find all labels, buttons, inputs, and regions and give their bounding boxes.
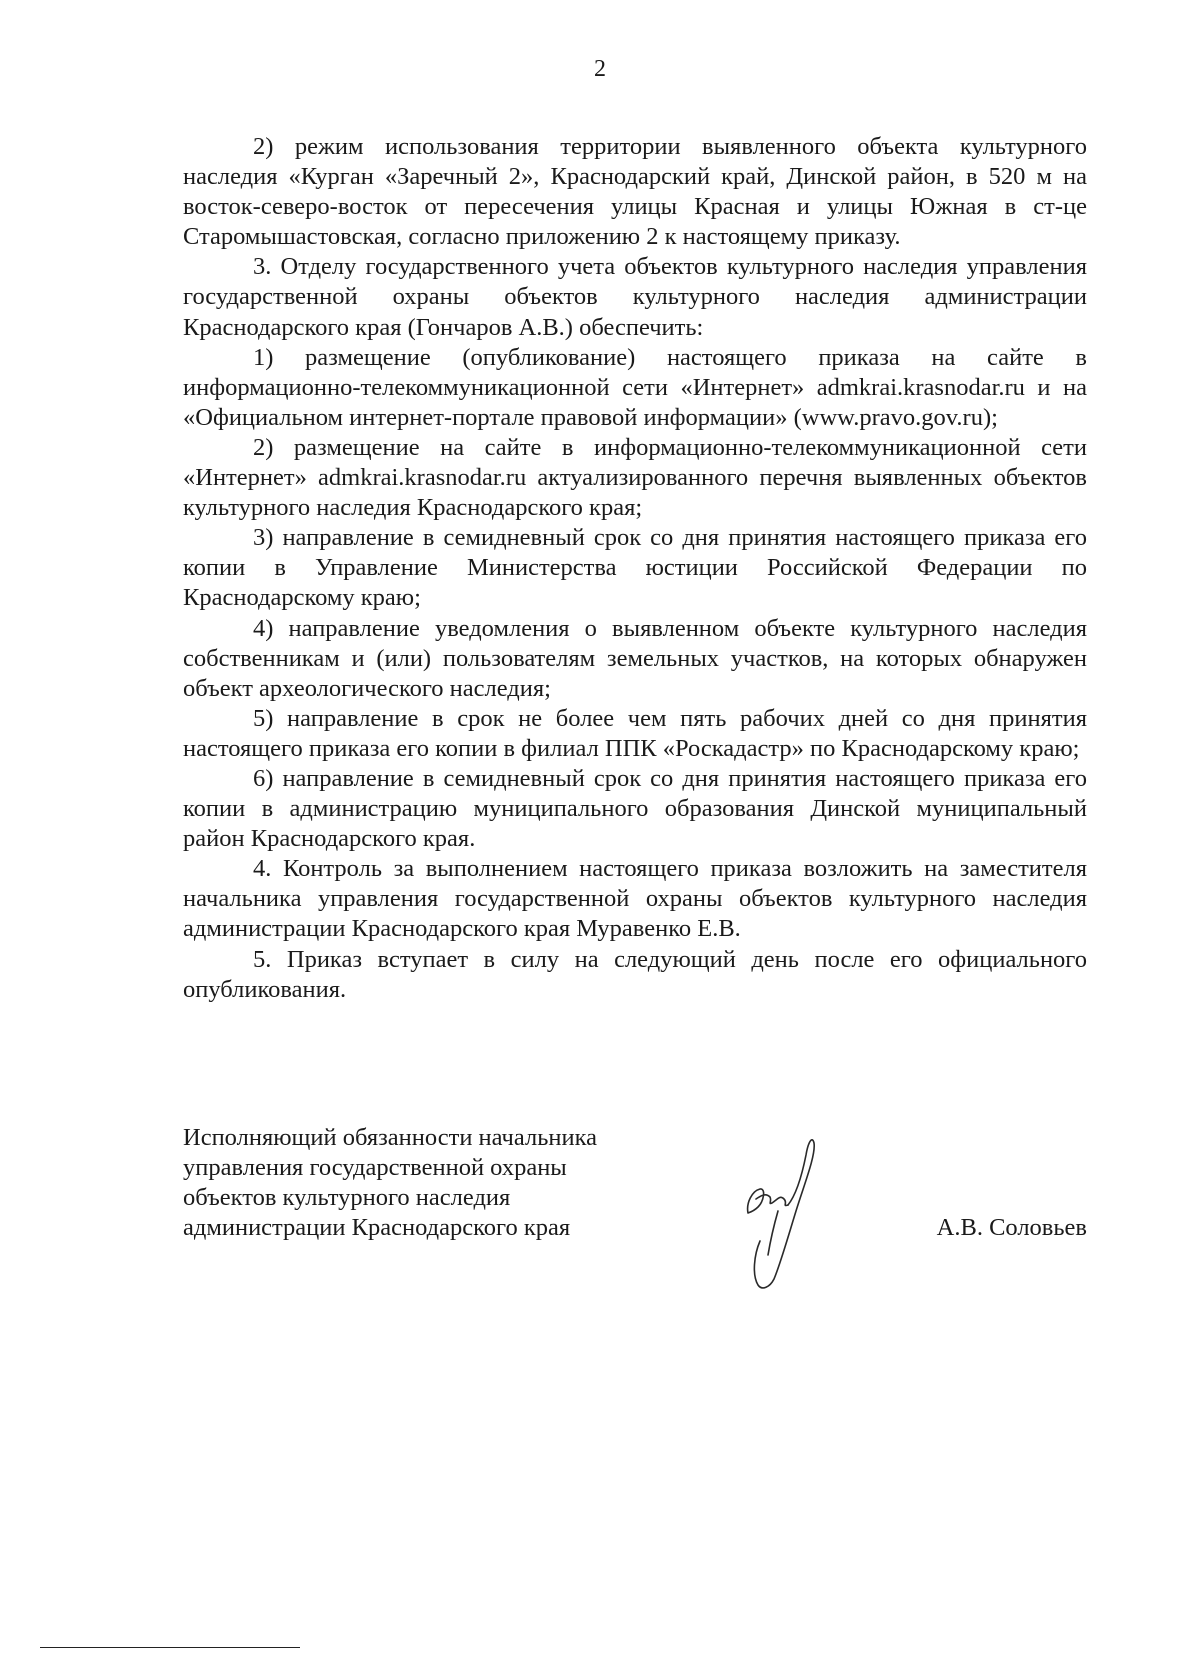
paragraph-item-1-publication: 1) размещение (опубликование) настоящего приказа на сайте в информационно-телекоммуникационной сети «Интернет» admkrai.krasnodar.ru и на «Официальном интернет-портале правовой информации» (www.pravo.gov.ru); [183, 343, 1087, 431]
signatory-title-line: администрации Краснодарского края [183, 1214, 571, 1242]
page-number: 2 [594, 56, 606, 82]
paragraph-clause-4: 4. Контроль за выполнением настоящего приказа возложить на заместителя начальника управления государственной охраны объектов культурного наследия администрации Краснодарского края Муравенко Е.В. [183, 855, 1087, 943]
signature-block [183, 1123, 1087, 1353]
signatory-title [183, 1123, 597, 1243]
paragraph-item-5-roskadastr: 5) направление в срок не более чем пять рабочих дней со дня принятия настоящего приказа его копии в филиал ППК «Роскадастр» по Краснодарскому краю; [183, 704, 1087, 762]
footer-divider [40, 1647, 300, 1648]
paragraph-item-2-regime: 2) режим использования территории выявленного объекта культурного наследия «Курган «Заречный 2», Краснодарский край, Динской район, в 520 м на восток-северо-восток от пересечения улицы Красная и улицы Южная в ст-це Старомышастовская, согласно приложению 2 к настоящему приказу. [183, 133, 1087, 251]
paragraph-item-3-ministry: 3) направление в семидневный срок со дня принятия настоящего приказа его копии в Управление Министерства юстиции Российской Федерации по Краснодарскому краю; [183, 524, 1087, 612]
signatory-title-line: объектов культурного наследия [183, 1184, 511, 1212]
document-body [183, 132, 1087, 1005]
signatory-title-line: управления государственной охраны [183, 1154, 567, 1182]
paragraph-clause-5: 5. Приказ вступает в силу на следующий день после его официального опубликования. [183, 945, 1087, 1003]
signatory-title-line: Исполняющий обязанности начальника [183, 1124, 597, 1151]
paragraph-item-4-notification: 4) направление уведомления о выявленном объекте культурного наследия собственникам и (или) пользователям земельных участков, на которых обнаружен объект археологического наследия; [183, 614, 1087, 702]
paragraph-item-2-website: 2) размещение на сайте в информационно-телекоммуникационной сети «Интернет» admkrai.krasnodar.ru актуализированного перечня выявленных объектов культурного наследия Краснодарского края; [183, 433, 1087, 522]
paragraph-item-6-administration: 6) направление в семидневный срок со дня принятия настоящего приказа его копии в администрацию муниципального образования Динской муниципальный район Краснодарского края. [183, 764, 1087, 853]
paragraph-clause-3: 3. Отделу государственного учета объектов культурного наследия управления государственной охраны объектов культурного наследия администрации Краснодарского края (Гончаров А.В.) обеспечить: [183, 253, 1087, 341]
signatory-name: А.В. Соловьев [936, 1214, 1087, 1241]
handwritten-signature-icon [718, 1115, 838, 1305]
